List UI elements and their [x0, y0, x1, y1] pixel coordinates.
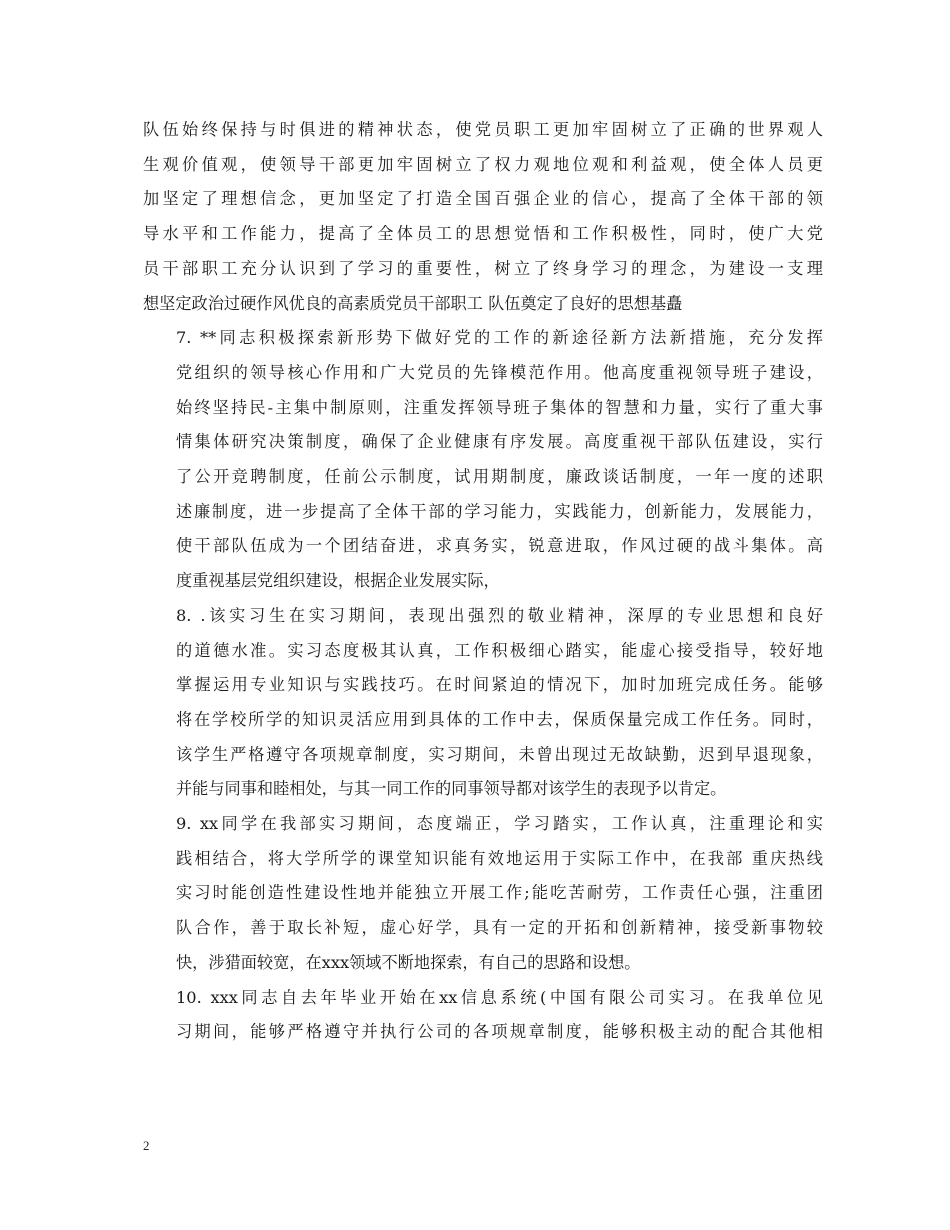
text-line: 9. xx同学在我部实习期间，态度端正，学习踏实，工作认真，注重理论和实 — [176, 814, 823, 834]
text-line: 情集体研究决策制度，确保了企业健康有序发展。高度重视干部队伍建设，实行 — [176, 432, 823, 452]
page-number: 2 — [143, 1138, 150, 1153]
text-line: 队伍始终保持与时俱进的精神状态，使党员职工更加牢固树立了正确的世界观人 — [143, 120, 823, 139]
text-line: 了公开竞聘制度，任前公示制度，试用期制度，廉政谈话制度，一年一度的述职 — [176, 467, 823, 487]
text-line: 并能与同事和睦相处，与其一同工作的同事领导都对该学生的表现予以肯定。 — [176, 779, 727, 799]
text-line: 导水平和工作能力，提高了全体员工的思想觉悟和工作积极性，同时，使广大党 — [143, 224, 823, 244]
text-line: 生观价值观，使领导干部更加牢固树立了权力观地位观和利益观，使全体人员更 — [143, 154, 823, 174]
text-line: 加坚定了理想信念，更加坚定了打造全国百强企业的信心，提高了全体干部的领 — [143, 189, 823, 209]
text-line: 10. xxx同志自去年毕业开始在xx信息系统(中国有限公司实习。在我单位见 — [176, 987, 823, 1007]
text-line: 党组织的领导核心作用和广大党员的先锋模范作用。他高度重视领导班子建设， — [176, 362, 823, 382]
paragraph-p8 — [143, 599, 823, 807]
text-line: 的道德水准。实习态度极其认真，工作积极细心踏实，能虚心接受指导，较好地 — [176, 640, 823, 660]
paragraph-p-cont — [143, 113, 823, 321]
text-line: 习期间，能够严格遵守并执行公司的各项规章制度，能够积极主动的配合其他相 — [176, 1022, 823, 1042]
text-line: 实习时能创造性建设性地并能独立开展工作;能吃苦耐劳，工作责任心强，注重团 — [176, 883, 823, 903]
text-line: 始终坚持民-主集中制原则，注重发挥领导班子集体的智慧和力量，实行了重大事 — [176, 397, 823, 417]
text-line: 8. .该实习生在实习期间，表现出强烈的敬业精神，深厚的专业思想和良好 — [176, 605, 823, 625]
text-line: 该学生严格遵守各项规章制度，实习期间，未曾出现过无故缺勤，迟到早退现象， — [176, 744, 823, 764]
text-line: 度重视基层党组织建设，根据企业发展实际， — [176, 571, 500, 591]
text-line: 掌握运用专业知识与实践技巧。在时间紧迫的情况下，加时加班完成任务。能够 — [176, 675, 823, 695]
text-line: 述廉制度，进一步提高了全体干部的学习能力，实践能力，创新能力，发展能力， — [176, 501, 823, 521]
text-line: 使干部队伍成为一个团结奋进，求真务实，锐意进取，作风过硬的战斗集体。高 — [176, 536, 823, 556]
paragraph-p10 — [143, 981, 823, 1050]
text-line: 快，涉猎面较宽，在xxx领域不断地探索，有自己的思路和设想。 — [176, 952, 641, 972]
text-line: 7. **同志积极探索新形势下做好党的工作的新途径新方法新措施，充分发挥 — [176, 328, 823, 348]
text-line: 践相结合，将大学所学的课堂知识能有效地运用于实际工作中，在我部 重庆热线 — [176, 848, 823, 868]
text-line: 队合作，善于取长补短，虚心好学，具有一定的开拓和创新精神，接受新事物较 — [176, 918, 823, 938]
text-line: 将在学校所学的知识灵活应用到具体的工作中去，保质保量完成工作任务。同时， — [176, 709, 823, 729]
text-line: 员干部职工充分认识到了学习的重要性，树立了终身学习的理念，为建设一支理 — [143, 258, 823, 278]
paragraph-p9 — [143, 807, 823, 981]
paragraph-p7 — [143, 321, 823, 599]
text-line: 想坚定政治过硬作风优良的高素质党员干部职工 队伍奠定了良好的思想基矗 — [143, 293, 683, 313]
document-body — [143, 113, 823, 1050]
